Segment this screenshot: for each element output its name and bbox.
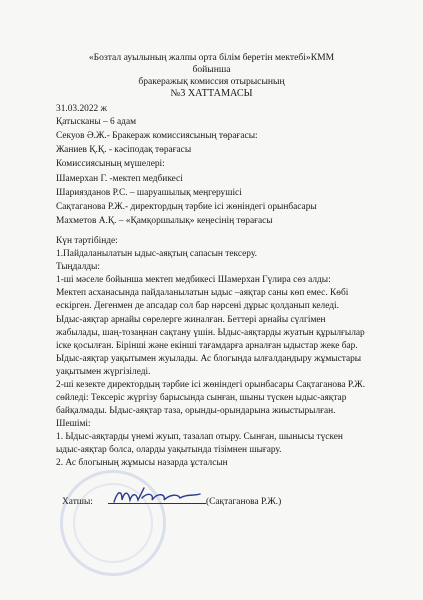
member-line: Сақтаганова Р.Ж.- директордың тәрбие ісі жөніндегі орынбасары (56, 202, 317, 212)
org-name: «Бозтал ауылының жалпы орта білім беретін мектебі»КММ (88, 52, 335, 63)
decision-line: 2. Ас блогының жұмысы назарда ұсталсын (56, 458, 228, 468)
secretary-label: Хатшы: (62, 497, 93, 507)
listened-label: Тыңдалды: (56, 262, 100, 272)
body-line: 2-ші кезекте директордың тәрбие ісі жөніндегі орынбасары Сақтаганова Р.Ж. (56, 380, 366, 390)
decision-line: ыдыс-аяқтар болса, оларды уақытында тізімнен шығару. (56, 445, 282, 455)
header-line-2: бойынша (192, 64, 231, 75)
decision-line: 1. Ыдыс-аяқтарды үнемі жуып, тазалап отыру. Сынған, шыныcы түскен (56, 432, 343, 442)
agenda-title: Күн тәртібінде: (56, 236, 118, 246)
member-line: Комиссиясының мүшелері: (56, 159, 165, 169)
body-line: Мектеп асханасында пайдаланылатын ыдыс –аяқтар саны көп емес. Көбі (56, 288, 349, 298)
body-line: 1-ші мәселе бойынша мектеп медбикесі Шамерхан Гүлира сөз алды: (56, 275, 331, 285)
member-line: Шариязданов Р.С. – шаруашылық меңгерушісі (56, 188, 242, 198)
member-line: Жаниев Қ.Қ. - кәсіподақ төрағасы (56, 145, 192, 155)
attendee-count: Қатысканы – 6 адам (56, 117, 137, 127)
body-line: Ыдыс-аяқтар арнайы сөрелерге жиналған. Беттері арнайы сүлгімен (56, 315, 326, 325)
document-date: 31.03.2022 ж (56, 104, 108, 114)
agenda-item: 1.Пайдаланылатын ыдыс-аяқтың сапасын тексеру. (56, 249, 257, 259)
member-line: Шамерхан Г. -мектеп медбикесі (56, 174, 183, 184)
body-line: Ыдыс-аяқтар уақытымен жуылады. Ас блогында ылғалдандыру жұмыстары (56, 354, 362, 364)
header-line-3: бракеражық комиссия отырысының (138, 76, 285, 87)
body-line: ескірген. Дегенмен де апсадар сол бар нәрсені дұрыс қолданып келеді. (56, 301, 339, 311)
handwritten-signature (108, 482, 208, 510)
body-line: уақытымен жүргізіледі. (56, 367, 151, 377)
secretary-name: (Сақтаганова Р.Ж.) (206, 497, 282, 507)
body-line: сөйледі: Тексеріс жүргізу барысында сынған, шыны түскен ыдыс-аяқтар (56, 393, 347, 403)
body-line: іске қосылған. Бірінші және екінші тағамдарға арналған ыдыстар жеке бар. (56, 341, 358, 351)
body-line: жабылады, шаң-тозаңнан сақтану үшін. Ыдыс-аяқтарды жуатын құрылғылар (56, 328, 365, 338)
member-line: Махметов А.Қ. – «Қамқоршылық» кеңесінің төрағасы (56, 216, 273, 226)
body-line: байқалмады. Ыдыс-аяқтар таза, орынды-орындарына жиыстырылған. (56, 406, 336, 416)
document-title: №3 ХАТТАМАСЫ (170, 88, 253, 99)
member-line: Секуов Ә.Ж.- Бракераж комиссиясының төрағасы: (56, 131, 258, 141)
decision-title: Шешімі: (56, 419, 91, 429)
